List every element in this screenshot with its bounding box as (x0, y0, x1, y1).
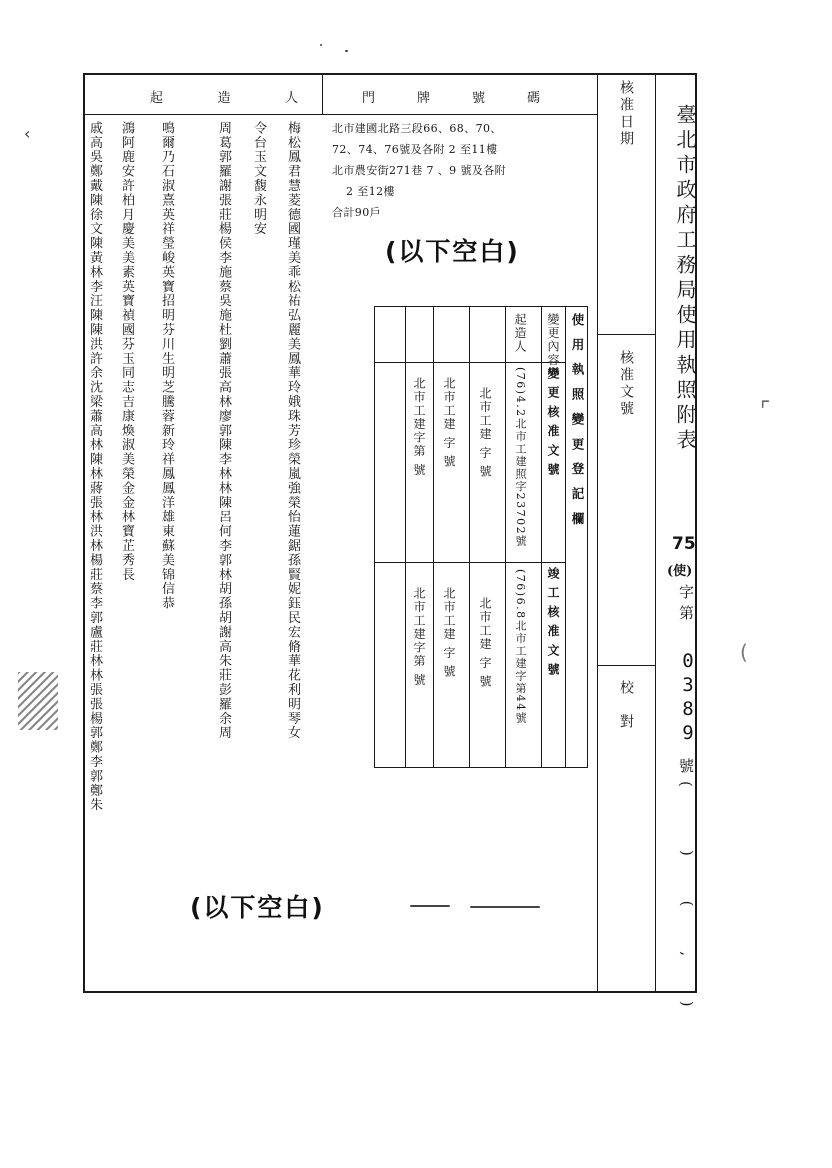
applicant-column-6: 梅松鳳君慧菱德國瑾美乖松祐弘麗美鳳華玲娥珠芳珍榮嵐強榮怡蓮鋸孫賢妮鈺民宏脩華花利明琴女 (285, 121, 300, 741)
permit-col-title-change-no: 變 更 核 准 文 號 (546, 367, 560, 477)
permit-row4-completion-no: 北市工建字第 號 (412, 587, 426, 687)
applicants-header-char-3: 人 (284, 91, 300, 106)
date-cell-divider (597, 334, 655, 335)
permit-row1-completion-no: (76)6.8北市工建字第44號 (514, 569, 527, 725)
permit-table-header: 使 用 執 照 變 更 登 記 欄 (570, 313, 585, 529)
blank-below-stamp-applicants: (以下空白) (190, 893, 325, 922)
applicant-address-divider (322, 73, 323, 115)
scan-mark-right: ⌜ (760, 398, 771, 423)
scan-dash-4 (345, 50, 348, 52)
proofread-label: 校對 (618, 680, 634, 748)
doorplate-header-char-3: 號 (471, 91, 487, 106)
applicant-column-2: 鴻阿鹿安許柏月慶美美素英寶禎國芬玉同志吉康煥淑美榮金金林寶芷秀長 (119, 121, 134, 582)
blank-below-stamp-address: (以下空白) (385, 237, 520, 266)
permit-col-divider-5 (433, 307, 434, 767)
applicants-header (150, 87, 300, 106)
doorplate-header-char-4: 碼 (526, 91, 542, 106)
permit-row-divider-2 (375, 562, 565, 563)
serial-char-label: 字第 (677, 584, 695, 626)
approval-doc-label: 核准文號 (618, 350, 634, 418)
right-panel-divider (597, 73, 598, 993)
doorplate-header (362, 87, 542, 106)
permit-row1-content: 起造人 (513, 313, 527, 354)
permit-col-divider-4 (469, 307, 470, 767)
scan-mark-left: ‹ (24, 124, 31, 143)
serial-suffix: 號( (677, 758, 695, 795)
doorplate-header-char-2: 牌 (416, 91, 432, 106)
permit-row2-change-no: 北市工建 字 號 (478, 387, 492, 479)
address-line-4: 2 至12樓 (346, 185, 395, 198)
applicant-column-3: 鳴爾乃石淑熹英祥瑩峻英寶招明芬川生明芝騰蓉新玲祥鳳鳳洋雄東蘇美锦信恭 (159, 121, 174, 611)
scan-dash-1 (410, 905, 450, 907)
applicants-header-char-1: 起 (150, 91, 166, 106)
household-total: 合計90戶 (332, 206, 381, 219)
applicant-column-1: 戚高吳鄭戴陳徐文陳黃林李汪陳陳洪許余沈梁蕭高林陳林蔣張林洪林楊莊蔡李郭盧莊林林張張楊郭鄭李郭鄭朱 (87, 121, 102, 813)
permit-col-divider-2 (541, 307, 542, 767)
permit-col-title-completion-no: 竣 工 核 准 文 號 (546, 567, 560, 677)
applicant-column-5: 令台玉文馥永明安 (251, 121, 266, 237)
applicant-column-4: 周葛郭羅謝張莊楊侯李施蔡吳施杜劉蕭張高林廖郭陳李林林陳呂何李郭林胡孫胡謝高朱莊彭羅余周 (216, 121, 231, 741)
serial-number: 0389 (677, 650, 699, 746)
scan-dash-3 (320, 44, 322, 46)
scan-dash-2 (470, 906, 540, 908)
permit-col-divider-6 (405, 307, 406, 767)
approval-date-label: 核准日期 (618, 80, 634, 148)
header-divider (83, 114, 598, 115)
permit-row2-completion-no: 北市工建 字 號 (478, 597, 492, 689)
serial-prefix: 75 (672, 534, 696, 554)
permit-col-divider-3 (505, 307, 506, 767)
applicants-header-char-2: 造 (217, 91, 233, 106)
title-column-divider (655, 73, 656, 993)
doorplate-header-char-1: 門 (362, 91, 378, 106)
document-title: 臺北市政府工務局使用執照附表 (673, 104, 697, 454)
permit-row-divider-1 (375, 362, 565, 363)
permit-row4-change-no: 北市工建字第 號 (412, 377, 426, 477)
address-line-1: 北市建國北路三段66、68、70、 (332, 122, 502, 135)
scan-smudge-left (18, 672, 58, 730)
permit-row3-completion-no: 北市工建 字 號 (442, 587, 456, 679)
permit-row1-change-no: (76)4.2北市工建照字23702號 (514, 367, 527, 548)
permit-change-table (374, 306, 588, 768)
scan-mark-right-2: ( (740, 640, 748, 664)
address-line-2: 72、74、76號及各附 2 至11樓 (332, 143, 498, 156)
permit-col-divider-1 (565, 307, 566, 767)
doc-cell-divider (597, 665, 655, 666)
serial-tail: ) ( , ) (678, 850, 696, 1027)
address-line-3: 北市農安街271巷 7 、9 號及各附 (332, 164, 507, 177)
permit-col-title-content: 變更內容 (546, 313, 560, 367)
permit-row3-change-no: 北市工建 字 號 (442, 377, 456, 469)
serial-year-tag: (使) (667, 564, 693, 579)
